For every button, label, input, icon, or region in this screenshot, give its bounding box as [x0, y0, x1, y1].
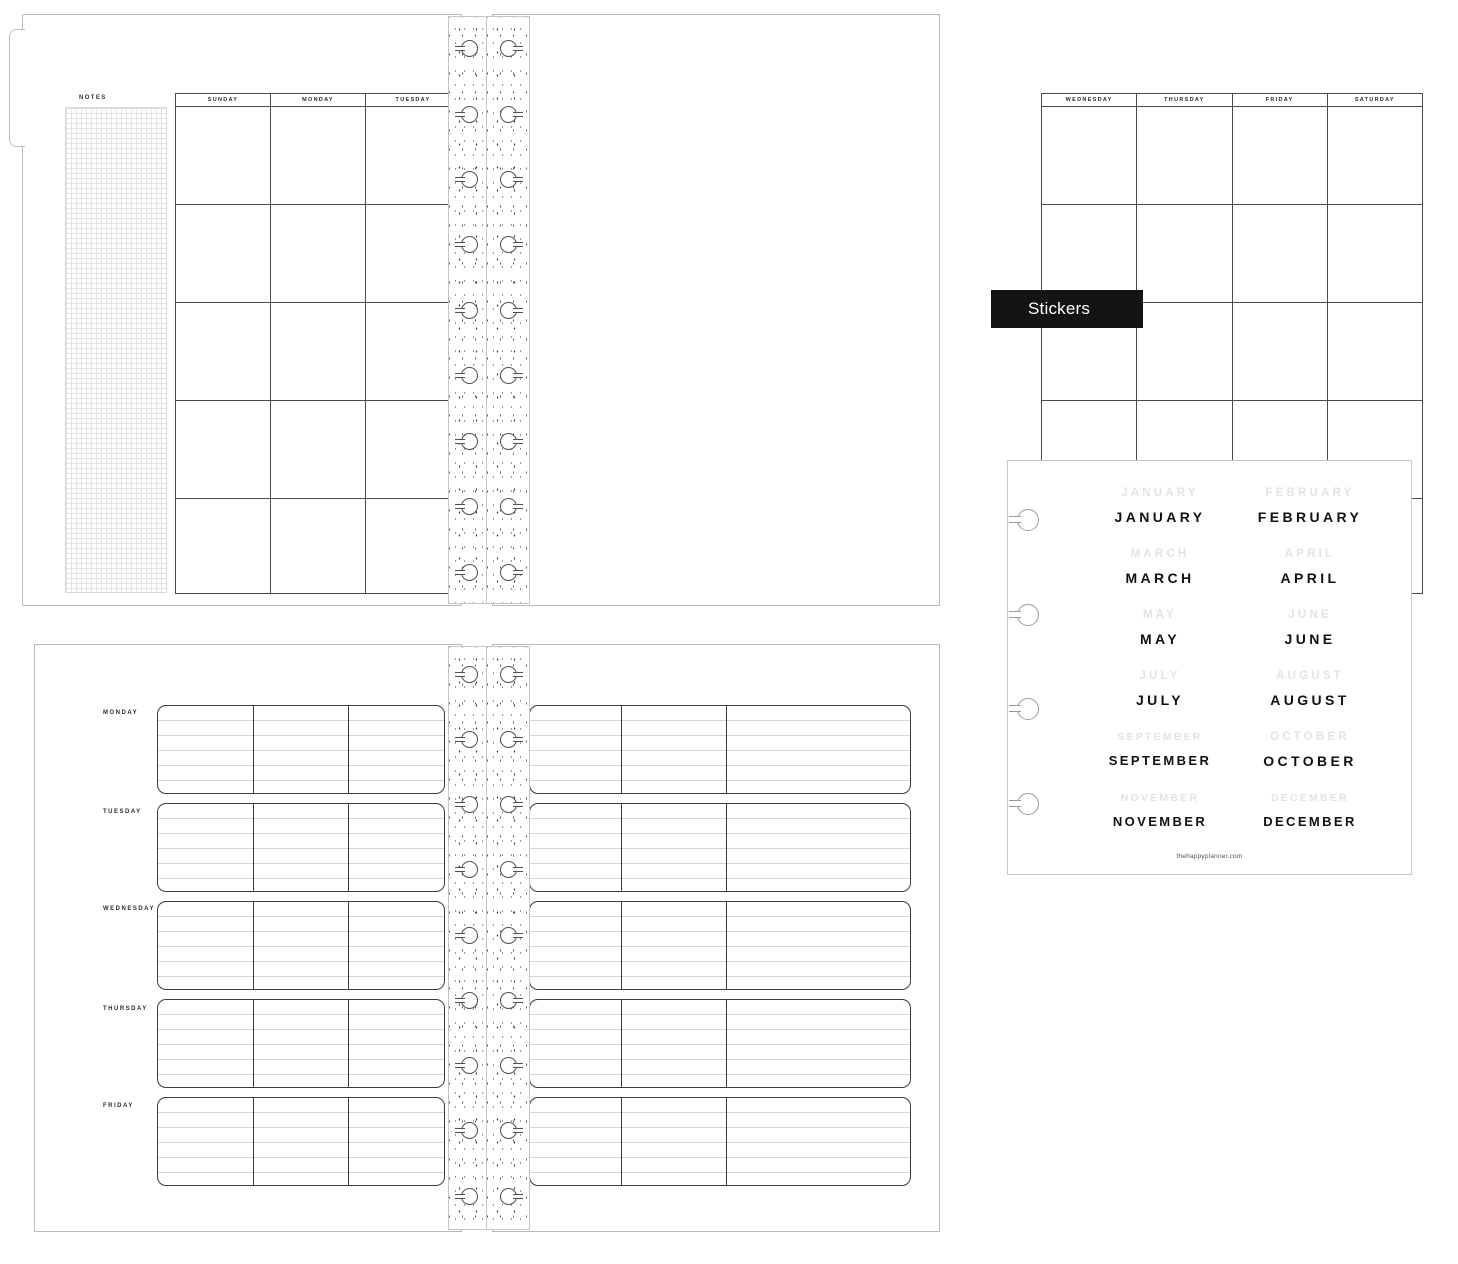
- sticker-label: OCTOBER: [1263, 753, 1357, 769]
- binding-disc-icon: [461, 171, 478, 188]
- punch-hole-icon: [1017, 793, 1039, 815]
- weekly-entry-box[interactable]: [529, 705, 911, 794]
- day-header-wednesday: WEDNESDAY: [1042, 94, 1137, 106]
- day-cell[interactable]: [271, 401, 366, 498]
- page-tab[interactable]: [9, 29, 25, 147]
- notes-grid-area[interactable]: [65, 107, 167, 593]
- column-divider: [253, 1098, 254, 1185]
- day-header-saturday: SATURDAY: [1354, 97, 1395, 103]
- weekly-day-label-thursday: THURSDAY: [103, 1006, 148, 1012]
- sticker-sheet: [1007, 460, 1412, 875]
- day-cell[interactable]: [1328, 205, 1422, 302]
- binding-disc-icon: [500, 992, 517, 1009]
- sticker-label: MAY: [1139, 631, 1181, 647]
- rule-lines: [158, 804, 444, 891]
- monthly-page-left: [22, 14, 462, 606]
- day-cell[interactable]: [176, 499, 271, 593]
- weekly-day-label-tuesday: TUESDAY: [103, 809, 142, 815]
- binding-disc-icon: [461, 861, 478, 878]
- sticker-month-november[interactable]: [1085, 792, 1235, 853]
- rule-lines: [530, 902, 910, 989]
- rule-lines: [158, 1098, 444, 1185]
- day-header-sunday: SUNDAY: [176, 94, 271, 106]
- weekly-entry-box[interactable]: [529, 803, 911, 892]
- sticker-ghost-label: FEBRUARY: [1265, 487, 1355, 499]
- sticker-ghost-label: OCTOBER: [1270, 731, 1350, 743]
- binding-disc-icon: [461, 564, 478, 581]
- binding-disc-icon: [500, 433, 517, 450]
- weekly-entry-box[interactable]: [529, 999, 911, 1088]
- binding-strip-right: [486, 16, 530, 604]
- rule-lines: [530, 1000, 910, 1087]
- day-cell[interactable]: [1137, 205, 1232, 302]
- stickers-tag-label: Stickers: [1028, 299, 1091, 318]
- sticker-ghost-label: AUGUST: [1276, 670, 1344, 682]
- binding-strip-right: [486, 646, 530, 1230]
- day-cell[interactable]: [271, 499, 366, 593]
- sticker-ghost-label: MARCH: [1130, 548, 1190, 560]
- binding-disc-icon: [461, 498, 478, 515]
- sticker-label: NOVEMBER: [1112, 814, 1208, 829]
- weekly-entry-box[interactable]: [157, 999, 445, 1088]
- binding-disc-icon: [461, 666, 478, 683]
- column-divider: [253, 706, 254, 793]
- binding-disc-icon: [500, 1188, 517, 1205]
- week-row: [176, 205, 460, 303]
- binding-disc-icon: [500, 498, 517, 515]
- day-header-thursday: THURSDAY: [1137, 94, 1232, 106]
- punch-hole-icon: [1017, 698, 1039, 720]
- day-cell[interactable]: [366, 205, 460, 302]
- weekly-page-left: [34, 644, 462, 1232]
- weekly-entry-box[interactable]: [157, 803, 445, 892]
- rule-lines: [158, 902, 444, 989]
- sticker-ghost-label: APRIL: [1284, 548, 1336, 560]
- column-divider: [348, 1098, 349, 1185]
- sticker-column-even-months: [1235, 487, 1385, 853]
- weekly-entry-box[interactable]: [157, 1097, 445, 1186]
- sticker-label: MARCH: [1125, 570, 1195, 586]
- day-header-friday: FRIDAY: [1233, 94, 1328, 106]
- sticker-month-march[interactable]: [1085, 548, 1235, 609]
- day-cell[interactable]: [1233, 205, 1328, 302]
- punch-hole-icon: [1017, 604, 1039, 626]
- day-cell[interactable]: [366, 401, 460, 498]
- sticker-column-odd-months: [1085, 487, 1235, 853]
- monthly-calendar-left: [175, 93, 461, 594]
- binding-disc-icon: [500, 731, 517, 748]
- rule-lines: [158, 1000, 444, 1087]
- binding-disc-icon: [500, 796, 517, 813]
- column-divider: [621, 1000, 622, 1087]
- punch-hole-icon: [1017, 509, 1039, 531]
- column-divider: [253, 1000, 254, 1087]
- binding-disc-icon: [461, 927, 478, 944]
- day-cell[interactable]: [1042, 205, 1137, 302]
- day-cell[interactable]: [366, 107, 460, 204]
- sticker-label: JULY: [1135, 692, 1185, 708]
- weekly-entry-box[interactable]: [529, 901, 911, 990]
- column-divider: [621, 706, 622, 793]
- week-row: [1042, 205, 1422, 303]
- sticker-month-august[interactable]: [1235, 670, 1385, 731]
- sticker-month-october[interactable]: [1235, 731, 1385, 792]
- binding-disc-icon: [500, 1122, 517, 1139]
- sticker-month-june[interactable]: [1235, 609, 1385, 670]
- monthly-header-row-right: [1041, 93, 1423, 107]
- binding-disc-icon: [500, 564, 517, 581]
- column-divider: [348, 902, 349, 989]
- sticker-label: DECEMBER: [1263, 814, 1357, 829]
- sticker-label: SEPTEMBER: [1108, 753, 1212, 768]
- weekly-entry-box[interactable]: [529, 1097, 911, 1186]
- day-cell[interactable]: [271, 303, 366, 400]
- sticker-label: FEBRUARY: [1257, 509, 1363, 525]
- day-cell[interactable]: [1233, 107, 1328, 204]
- sticker-ghost-label: JUNE: [1288, 609, 1332, 621]
- day-cell[interactable]: [176, 107, 271, 204]
- week-row: [1042, 107, 1422, 205]
- sticker-sheet-url: thehappyplanner.com: [1176, 853, 1243, 860]
- column-divider: [253, 902, 254, 989]
- binding-disc-icon: [461, 236, 478, 253]
- sticker-month-january[interactable]: [1085, 487, 1235, 548]
- column-divider: [348, 1000, 349, 1087]
- sticker-month-december[interactable]: [1235, 792, 1385, 853]
- column-divider: [726, 902, 727, 989]
- sticker-month-september[interactable]: [1085, 731, 1235, 792]
- sticker-month-may[interactable]: [1085, 609, 1235, 670]
- binding-disc-icon: [461, 796, 478, 813]
- column-divider: [726, 706, 727, 793]
- binding-disc-icon: [461, 1188, 478, 1205]
- sticker-month-february[interactable]: [1235, 487, 1385, 548]
- column-divider: [621, 1098, 622, 1185]
- binding-disc-icon: [461, 367, 478, 384]
- notes-label: NOTES: [79, 95, 107, 101]
- day-cell[interactable]: [271, 205, 366, 302]
- day-cell[interactable]: [1328, 107, 1422, 204]
- sticker-label: APRIL: [1280, 570, 1340, 586]
- column-divider: [621, 902, 622, 989]
- column-divider: [726, 804, 727, 891]
- day-header-monday: MONDAY: [271, 94, 366, 106]
- weekly-day-label-wednesday: WEDNESDAY: [103, 906, 155, 912]
- sticker-label: JUNE: [1284, 631, 1336, 647]
- rule-lines: [530, 804, 910, 891]
- weekly-day-label-monday: MONDAY: [103, 710, 139, 716]
- rule-lines: [158, 706, 444, 793]
- sticker-month-april[interactable]: [1235, 548, 1385, 609]
- day-header-tuesday: TUESDAY: [395, 97, 431, 103]
- binding-disc-icon: [500, 171, 517, 188]
- column-divider: [253, 804, 254, 891]
- stickers-section-tag: [991, 290, 1143, 328]
- week-row: [176, 499, 460, 593]
- day-cell[interactable]: [1233, 303, 1328, 400]
- weekly-day-label-friday: FRIDAY: [103, 1103, 134, 1109]
- sticker-label: AUGUST: [1270, 692, 1350, 708]
- day-cell[interactable]: [1328, 303, 1422, 400]
- binding-disc-icon: [500, 367, 517, 384]
- weekly-entry-box[interactable]: [157, 705, 445, 794]
- rule-lines: [530, 706, 910, 793]
- weekly-page-right: [492, 644, 940, 1232]
- binding-disc-icon: [500, 236, 517, 253]
- binding-disc-icon: [461, 1122, 478, 1139]
- sticker-month-july[interactable]: [1085, 670, 1235, 731]
- day-cell[interactable]: [176, 401, 271, 498]
- sticker-ghost-label: JANUARY: [1121, 487, 1199, 499]
- binding-disc-icon: [461, 992, 478, 1009]
- binding-disc-icon: [461, 40, 478, 57]
- monthly-header-row-left: [175, 93, 461, 107]
- day-cell[interactable]: [366, 499, 460, 593]
- binding-disc-icon: [500, 666, 517, 683]
- binding-disc-icon: [500, 106, 517, 123]
- day-cell[interactable]: [1042, 107, 1137, 204]
- binding-disc-icon: [461, 1057, 478, 1074]
- binding-disc-icon: [500, 927, 517, 944]
- binding-disc-icon: [461, 106, 478, 123]
- weekly-entry-box[interactable]: [157, 901, 445, 990]
- sticker-ghost-label: MAY: [1142, 609, 1178, 621]
- binding-disc-icon: [461, 433, 478, 450]
- day-cell[interactable]: [1137, 107, 1232, 204]
- week-row: [176, 107, 460, 205]
- column-divider: [621, 804, 622, 891]
- monthly-grid-left: [175, 107, 461, 594]
- day-cell[interactable]: [271, 107, 366, 204]
- day-cell[interactable]: [366, 303, 460, 400]
- day-cell[interactable]: [176, 303, 271, 400]
- week-row: [176, 401, 460, 499]
- day-cell[interactable]: [176, 205, 271, 302]
- binding-disc-icon: [500, 302, 517, 319]
- day-cell[interactable]: [1137, 303, 1232, 400]
- week-row: [176, 303, 460, 401]
- column-divider: [726, 1098, 727, 1185]
- binding-disc-icon: [500, 1057, 517, 1074]
- column-divider: [348, 804, 349, 891]
- binding-disc-icon: [500, 861, 517, 878]
- sticker-ghost-label: JULY: [1139, 670, 1181, 682]
- rule-lines: [530, 1098, 910, 1185]
- binding-disc-icon: [500, 40, 517, 57]
- sticker-label: JANUARY: [1114, 509, 1206, 525]
- sticker-ghost-label: DECEMBER: [1271, 792, 1349, 804]
- binding-disc-icon: [461, 302, 478, 319]
- column-divider: [726, 1000, 727, 1087]
- sticker-ghost-label: SEPTEMBER: [1117, 731, 1203, 743]
- binding-disc-icon: [461, 731, 478, 748]
- column-divider: [348, 706, 349, 793]
- sticker-ghost-label: NOVEMBER: [1120, 792, 1200, 804]
